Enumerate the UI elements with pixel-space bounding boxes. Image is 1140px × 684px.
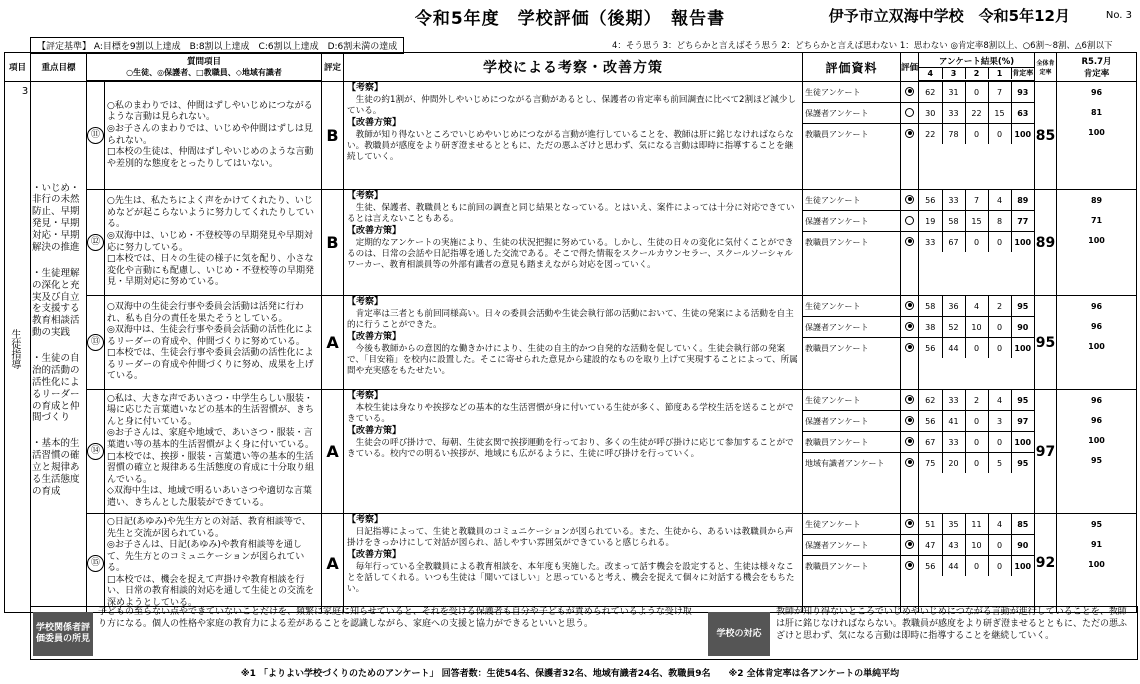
header-r5 — [1057, 53, 1137, 82]
survey-material: 保護者アンケート — [803, 535, 900, 556]
survey-v4: 67 — [919, 432, 942, 453]
survey-v4: 56 — [919, 190, 942, 211]
header-overall: 全体肯定率 — [1035, 53, 1057, 82]
focus-item: ・生徒の自治的活動の活性化によるリーダーの育成と仲間づくり — [32, 353, 80, 424]
response-label: 学校の対応 — [708, 612, 770, 656]
eval-mark-cell — [901, 556, 918, 577]
survey-affirm: 95 — [1017, 458, 1029, 468]
consideration-cell — [344, 514, 803, 613]
circle-icon — [905, 108, 914, 117]
header-consideration: 学校による考察・改善方策 — [344, 53, 803, 82]
survey-v2: 15 — [965, 211, 988, 232]
survey-v3: 67 — [942, 232, 965, 253]
survey-v1: 0 — [988, 317, 1011, 338]
eval-mark-cell — [901, 296, 918, 317]
survey-v3: 33 — [942, 190, 965, 211]
survey-material: 地域有識者アンケート — [805, 458, 885, 468]
survey-v2: 0 — [965, 432, 988, 453]
survey-v3: 33 — [942, 390, 965, 411]
survey-cell — [919, 390, 1035, 514]
survey-material: 教職員アンケート — [805, 237, 869, 247]
survey-v1: 0 — [988, 432, 1011, 453]
survey-v1: 15 — [988, 103, 1011, 124]
survey-v2: 10 — [965, 535, 988, 556]
r5-affirm: 96 — [1090, 301, 1103, 311]
overall-affirm: 85 — [1035, 82, 1057, 190]
survey-v4: 30 — [919, 103, 942, 124]
evaluation-row — [5, 296, 1137, 390]
survey-material: 生徒アンケート — [803, 190, 900, 211]
header-rating: 評定 — [322, 53, 344, 82]
survey-v4: 75 — [919, 453, 942, 474]
survey-v1: 0 — [988, 535, 1011, 556]
survey-v2: 11 — [965, 514, 988, 535]
kousatsu-heading: 【考察】 — [347, 391, 384, 401]
survey-v1: 3 — [988, 411, 1011, 432]
survey-affirm: 95 — [1011, 296, 1034, 317]
survey-v3: 31 — [942, 82, 965, 103]
survey-v3: 78 — [942, 124, 965, 145]
eval-mark-cell — [901, 411, 918, 432]
survey-affirm: 77 — [1011, 211, 1034, 232]
survey-material: 教職員アンケート — [805, 561, 869, 571]
survey-material: 教職員アンケート — [805, 343, 869, 353]
survey-affirm: 100 — [1014, 129, 1032, 139]
kaizen-heading: 【改善方策】 — [347, 550, 402, 561]
question-number: ⑬ — [87, 334, 104, 351]
survey-affirm: 100 — [1014, 237, 1032, 247]
survey-v4: 58 — [919, 296, 942, 317]
survey-v1: 5 — [988, 453, 1011, 474]
overall-affirm: 89 — [1035, 190, 1057, 296]
overall-affirm: 92 — [1035, 514, 1057, 613]
survey-v4: 38 — [919, 317, 942, 338]
survey-v1: 7 — [988, 82, 1011, 103]
kousatsu-heading: 【考察】 — [347, 83, 384, 93]
materials-cell — [803, 190, 901, 296]
survey-v4: 56 — [919, 338, 942, 359]
eval-cell — [901, 190, 919, 296]
r5-affirm: 96 — [1090, 321, 1103, 331]
header-item: 項目 — [5, 53, 31, 82]
school-name-date: 伊予市立双海中学校 令和5年12月 — [828, 7, 1070, 25]
survey-affirm: 100 — [1011, 432, 1034, 453]
survey-affirm: 90 — [1011, 317, 1034, 338]
overall-affirm: 97 — [1035, 390, 1057, 514]
category-label: 生徒指導 — [8, 329, 20, 370]
evaluation-table — [4, 52, 1137, 613]
survey-cell — [919, 190, 1035, 296]
survey-v2: 0 — [965, 556, 988, 577]
grade: A — [322, 390, 344, 514]
r5-affirm: 100 — [1088, 127, 1105, 137]
eval-mark-cell — [901, 82, 918, 103]
focus-item: ・基本的生活習慣の確立と規律ある生活態度の育成 — [32, 438, 80, 497]
survey-cell — [919, 514, 1035, 613]
evaluation-row — [5, 82, 1137, 190]
survey-v1: 4 — [988, 190, 1011, 211]
response-text: 教師が知り得ないところでいじめやいじめにつながる言動が進行していることを、教師は肝に銘じなければならない。教職員が感度をより研ぎ澄ませるとともに、ただの悪ふざけと思わず、気になる言動は即時に指導することを継続していく。 — [776, 607, 1128, 642]
consideration-cell — [344, 190, 803, 296]
eval-mark-cell — [901, 514, 918, 535]
grade: B — [322, 190, 344, 296]
question-text: ○私のまわりでは、仲間はずしやいじめにつながるような言動は見られない。 ◎お子さんのまわりでは、いじめや仲間はずしは見られない。 □本校の生徒は、仲間はずしやいじめのような言動や差別的な態度をとったりしてはいない。 — [105, 82, 322, 190]
r5-affirm: 89 — [1090, 195, 1103, 205]
r5-affirm: 95 — [1090, 519, 1103, 529]
survey-affirm: 100 — [1014, 343, 1032, 353]
kousatsu-heading: 【考察】 — [347, 515, 384, 525]
survey-v1: 4 — [988, 514, 1011, 535]
survey-v2: 0 — [965, 232, 988, 253]
eval-mark-cell — [901, 232, 918, 253]
kaizen-text: 定期的なアンケートの実施により、生徒の状況把握に努めている。しかし、生徒の日々の変化に気付くことができるのは、日常の会話や日記指導を通した交流である。そこで得た情報をスクールカウンセラー、スクールソーシャルワーカー、教育相談員等の外部有識者の意見も踏まえながら対応を図っていく。 — [347, 237, 794, 271]
r5-affirm: 91 — [1090, 539, 1103, 549]
double-circle-icon — [905, 519, 914, 528]
survey-v2: 22 — [965, 103, 988, 124]
consideration-cell — [344, 296, 803, 390]
header-col-affirm: 肯定率 — [1012, 69, 1034, 77]
evaluation-row — [5, 190, 1137, 296]
survey-v3: 36 — [942, 296, 965, 317]
question-number: ⑭ — [87, 443, 104, 460]
survey-v2: 7 — [965, 190, 988, 211]
kaizen-text: 今後も教師からの意図的な働きかけにより、生徒の自主的かつ自発的な活動を促していく。生徒会執行部の発案で、「目安箱」を校内に設置した。そこに寄せられた意見から建設的なものを取り上げて実現することによって、所属間や充実感をもたせたい。 — [347, 343, 798, 377]
survey-affirm: 89 — [1011, 190, 1034, 211]
question-text: ○私は、大きな声であいさつ・中学生らしい服装・場に応じた言葉遣いなどの基本的生活習慣が、きちんと身に付いている。 ◎お子さんは、家庭や地域で、あいさつ・服装・言葉遣い等の基本的生活習慣がよく身に付いている。 □本校では、挨拶・服装・言葉遣い等の基本的生活習慣の確立と規律ある生活態度の育成に十分取り組んでいる。 ◇双海中生は、地域で明るいあいさつや適切な言葉遣い、きちんとした服装ができている。 — [105, 390, 322, 514]
focus-item: ・いじめ・非行の未然防止、早期発見・早期対応・早期解決の推進 — [32, 182, 80, 253]
survey-material: 生徒アンケート — [803, 514, 900, 535]
kaizen-text: 生徒会の呼び掛けで、毎朝、生徒玄関で挨拶運動を行っており、多くの生徒が呼び掛けに応じて参加することができている。校内での明るい挨拶が、地域にも広がるように、生徒に呼び掛けを行っていく。 — [347, 437, 794, 459]
survey-material: 生徒アンケート — [803, 82, 900, 103]
question-number-cell — [87, 296, 105, 390]
survey-v4: 56 — [919, 411, 942, 432]
eval-mark-cell — [901, 535, 918, 556]
survey-material: 生徒アンケート — [803, 296, 900, 317]
survey-v3: 43 — [942, 535, 965, 556]
survey-material: 生徒アンケート — [803, 390, 900, 411]
r5-affirm: 95 — [1090, 455, 1103, 465]
kaizen-text: 教師が知り得ないところでいじめやいじめにつながる言動が進行していることを、教師は肝に銘じなければならない。教職員が感度をより研ぎ澄ませるとともに、ただの悪ふざけと思わず、気になる言動は即時に指導することを継続していく。 — [347, 129, 794, 163]
r5-cell — [1057, 190, 1137, 296]
kaizen-heading: 【改善方策】 — [347, 426, 402, 437]
survey-v1: 8 — [988, 211, 1011, 232]
grade: A — [322, 514, 344, 613]
eval-mark-cell — [901, 432, 918, 453]
r5-affirm: 96 — [1090, 415, 1103, 425]
question-number-cell — [87, 514, 105, 613]
eval-mark-cell — [901, 317, 918, 338]
consideration-cell — [344, 390, 803, 514]
survey-v3: 58 — [942, 211, 965, 232]
page-number: No. 3 — [1105, 10, 1132, 21]
header-row — [5, 53, 1137, 81]
eval-mark-cell — [901, 103, 918, 124]
survey-v4: 47 — [919, 535, 942, 556]
kousatsu-text: 生徒、保護者、教職員ともに前回の調査と同じ結果となっている。とはいえ、案件によっては十分に対応できているとは言えないこともある。 — [347, 202, 795, 224]
survey-cell — [919, 82, 1035, 190]
eval-cell — [901, 514, 919, 613]
double-circle-icon — [905, 195, 914, 204]
rating-criteria: 【評定基準】 A:目標を9割以上達成 B:8割以上達成 C:6割以上達成 D:6割未満の達成 — [30, 37, 404, 54]
header-question-label: 質問項目 — [187, 57, 222, 67]
survey-v3: 41 — [942, 411, 965, 432]
footnote: ※1 「よりよい学校づくりのためのアンケート」 回答者数：生徒54名、保護者32名、地域有識者24名、教職員9名 ※2 全体肯定率は各アンケートの単純平均 — [240, 669, 900, 679]
question-number: ⑮ — [87, 555, 104, 572]
survey-affirm: 93 — [1011, 82, 1034, 103]
survey-v4: 62 — [919, 82, 942, 103]
r5-affirm: 100 — [1088, 559, 1105, 569]
focus-item: ・生徒理解の深化と充実及び自立を支援する教育相談活動の実践 — [32, 267, 80, 339]
eval-mark-cell — [901, 211, 918, 232]
committee-text: 子どもの至らない点やできていないことだけを、頻繁に家庭に知らせていると、それを受ける保護者も自分や子どもが責められているような受け取り方になる。個人の性格や家庭の教育力による差があることを認識しながら、家庭への支援と協力ができるといいと思う。 — [98, 607, 692, 630]
kaizen-heading: 【改善方策】 — [347, 226, 402, 237]
survey-material: 教職員アンケート — [803, 432, 900, 453]
r5-affirm: 96 — [1090, 87, 1103, 97]
kaizen-heading: 【改善方策】 — [347, 332, 402, 343]
page-title: 令和5年度 学校評価（後期） 報告書 — [414, 9, 726, 29]
materials-cell — [803, 296, 901, 390]
consideration-cell — [344, 82, 803, 190]
survey-affirm: 90 — [1011, 535, 1034, 556]
overall-affirm: 95 — [1035, 296, 1057, 390]
survey-material: 保護者アンケート — [803, 317, 900, 338]
survey-affirm: 85 — [1011, 514, 1034, 535]
survey-affirm: 63 — [1011, 103, 1034, 124]
materials-cell — [803, 514, 901, 613]
survey-affirm: 95 — [1011, 390, 1034, 411]
double-circle-icon — [905, 458, 914, 467]
double-circle-icon — [905, 416, 914, 425]
survey-v4: 33 — [919, 232, 942, 253]
question-number: ⑫ — [87, 234, 104, 251]
grade: A — [322, 296, 344, 390]
r5-cell — [1057, 514, 1137, 613]
header-question-sub: ○生徒、◎保護者、□教職員、◇地域有識者 — [126, 68, 282, 77]
survey-v2: 10 — [965, 317, 988, 338]
kousatsu-text: 肯定率は三者とも前回同様高い。日々の委員会活動や生徒会執行部の活動において、生徒の発案による活動を自主的に行うことができた。 — [347, 308, 794, 330]
survey-affirm: 100 — [1014, 561, 1032, 571]
survey-v2: 4 — [965, 296, 988, 317]
survey-scale-legend: 4：そう思う 3：どちらかと言えばそう思う 2：どちらかと言えば思わない 1：思わない ◎肯定率8割以上、○6割～8割、△6割以下 — [612, 41, 1113, 51]
r5-affirm: 100 — [1088, 235, 1105, 245]
question-text: ○先生は、私たちによく声をかけてくれたり、いじめなどが起こらないように努力してくれたりしている。 ◎双海中は、いじめ・不登校等の早期発見や早期対応に努力している。 □本校では、日々の生徒の様子に気を配り、小さな変化や言動にも配慮し、いじめ・不登校等の早期発見・早期対応に努めている。 — [105, 190, 322, 296]
double-circle-icon — [905, 343, 914, 352]
double-circle-icon — [905, 437, 914, 446]
header-eval: 評価 — [901, 53, 919, 82]
r5-affirm: 96 — [1090, 395, 1103, 405]
survey-material: 保護者アンケート — [803, 411, 900, 432]
eval-mark-cell — [901, 453, 918, 474]
survey-v3: 52 — [942, 317, 965, 338]
double-circle-icon — [905, 237, 914, 246]
double-circle-icon — [905, 301, 914, 310]
survey-v2: 0 — [965, 124, 988, 145]
eval-cell — [901, 82, 919, 190]
header-r5-sub: 肯定率 — [1083, 69, 1110, 79]
survey-v1: 0 — [988, 556, 1011, 577]
survey-cell — [919, 296, 1035, 390]
eval-mark-cell — [901, 124, 918, 145]
header-col-3: 3 — [942, 68, 965, 79]
double-circle-icon — [905, 395, 914, 404]
survey-v4: 56 — [919, 556, 942, 577]
eval-cell — [901, 296, 919, 390]
header-materials: 評価資料 — [803, 53, 901, 82]
survey-v2: 0 — [965, 82, 988, 103]
question-text: ○双海中の生徒会行事や委員会活動は活発に行われ、私も自分の責任を果たそうとしている。 ◎双海中は、生徒会行事や委員会活動の活性化によるリーダーの育成や、仲間づくりに努めている。 □本校では、生徒会行事や委員会活動の活性化によるリーダーの育成や仲間づくりに努め、成果を上げている。 — [105, 296, 322, 390]
category-number: 3 — [21, 86, 29, 97]
eval-mark-cell — [901, 338, 918, 359]
header-question — [87, 53, 322, 81]
r5-affirm: 71 — [1090, 215, 1103, 225]
materials-cell — [803, 82, 901, 190]
kaizen-heading: 【改善方策】 — [347, 118, 402, 129]
circle-icon — [905, 216, 914, 225]
r5-affirm: 100 — [1088, 341, 1105, 351]
survey-affirm: 97 — [1011, 411, 1034, 432]
kaizen-text: 毎年行っている全教職員による教育相談を、本年度も実施した。改まって話す機会を設定すると、生徒は様々なことを話してくれる。いつも生徒は「聞いてほしい」と思っていると考え、機会を捉えて個々に対話する機会をもちたい。 — [347, 561, 795, 595]
kousatsu-text: 日記指導によって、生徒と教職員のコミュニケーションが図られている。また、生徒から、あるいは教職員から声掛けをきっかけにして対話が図られ、話しやすい雰囲気ができていると感じられる。 — [347, 526, 794, 548]
survey-v2: 0 — [965, 338, 988, 359]
question-text: ○日記(あゆみ)や先生方との対話、教育相談等で、先生と交流が図られている。 ◎お子さんは、日記(あゆみ)や教育相談等を通して、先生方とのコミュニケーションが図られている。 □本校では、機会を捉えて声掛けや教育相談を行い、日常の教育相談的対応を通して生徒との交流を深めようとしている。 — [105, 514, 322, 613]
eval-cell — [901, 390, 919, 514]
question-number: ⑪ — [87, 127, 104, 144]
survey-v1: 2 — [988, 296, 1011, 317]
survey-material: 教職員アンケート — [805, 129, 869, 139]
survey-v4: 22 — [919, 124, 942, 145]
survey-v3: 33 — [942, 432, 965, 453]
header-focus: 重点目標 — [31, 53, 87, 82]
survey-v2: 0 — [965, 453, 988, 474]
survey-v3: 35 — [942, 514, 965, 535]
survey-v1: 4 — [988, 390, 1011, 411]
focus-cell — [31, 82, 87, 613]
question-number-cell — [87, 390, 105, 514]
double-circle-icon — [905, 129, 914, 138]
r5-cell — [1057, 390, 1137, 514]
survey-v3: 20 — [942, 453, 965, 474]
r5-affirm: 81 — [1090, 107, 1103, 117]
r5-cell — [1057, 82, 1137, 190]
evaluation-row — [5, 390, 1137, 514]
committee-label: 学校関係者評価委員の所見 — [33, 612, 93, 656]
category-cell — [5, 82, 31, 613]
question-number-cell — [87, 82, 105, 190]
header-survey-label: アンケート結果(%) — [919, 55, 1034, 68]
survey-v1: 0 — [988, 124, 1011, 145]
survey-v4: 62 — [919, 390, 942, 411]
r5-cell — [1057, 296, 1137, 390]
double-circle-icon — [905, 540, 914, 549]
kousatsu-text: 生徒の約1割が、仲間外しやいじめにつながる言動があるとし、保護者の肯定率も前回調査に比べて2割ほど減少している。 — [347, 94, 797, 116]
header-col-4: 4 — [919, 68, 942, 79]
survey-v3: 44 — [942, 556, 965, 577]
survey-v2: 2 — [965, 390, 988, 411]
kousatsu-text: 本校生徒は身なりや挨拶などの基本的な生活習慣が身に付いている生徒が多く、節度ある学校生活を送ることができている。 — [347, 402, 794, 424]
double-circle-icon — [905, 561, 914, 570]
header-col-2: 2 — [965, 68, 988, 79]
survey-v2: 0 — [965, 411, 988, 432]
header-survey — [919, 53, 1035, 81]
survey-v4: 19 — [919, 211, 942, 232]
eval-mark-cell — [901, 190, 918, 211]
double-circle-icon — [905, 322, 914, 331]
evaluation-row — [5, 514, 1137, 613]
eval-mark-cell — [901, 390, 918, 411]
survey-v3: 44 — [942, 338, 965, 359]
header-col-1: 1 — [988, 68, 1011, 79]
materials-cell — [803, 390, 901, 514]
grade: B — [322, 82, 344, 190]
survey-v3: 33 — [942, 103, 965, 124]
survey-material: 保護者アンケート — [803, 103, 900, 124]
double-circle-icon — [905, 87, 914, 96]
kousatsu-heading: 【考察】 — [347, 191, 384, 201]
survey-v1: 0 — [988, 338, 1011, 359]
survey-material: 保護者アンケート — [803, 211, 900, 232]
kousatsu-heading: 【考察】 — [347, 297, 384, 307]
question-number-cell — [87, 190, 105, 296]
header-r5-label: R5.7月 — [1081, 57, 1112, 67]
survey-v4: 51 — [919, 514, 942, 535]
r5-affirm: 100 — [1088, 435, 1105, 445]
survey-v1: 0 — [988, 232, 1011, 253]
